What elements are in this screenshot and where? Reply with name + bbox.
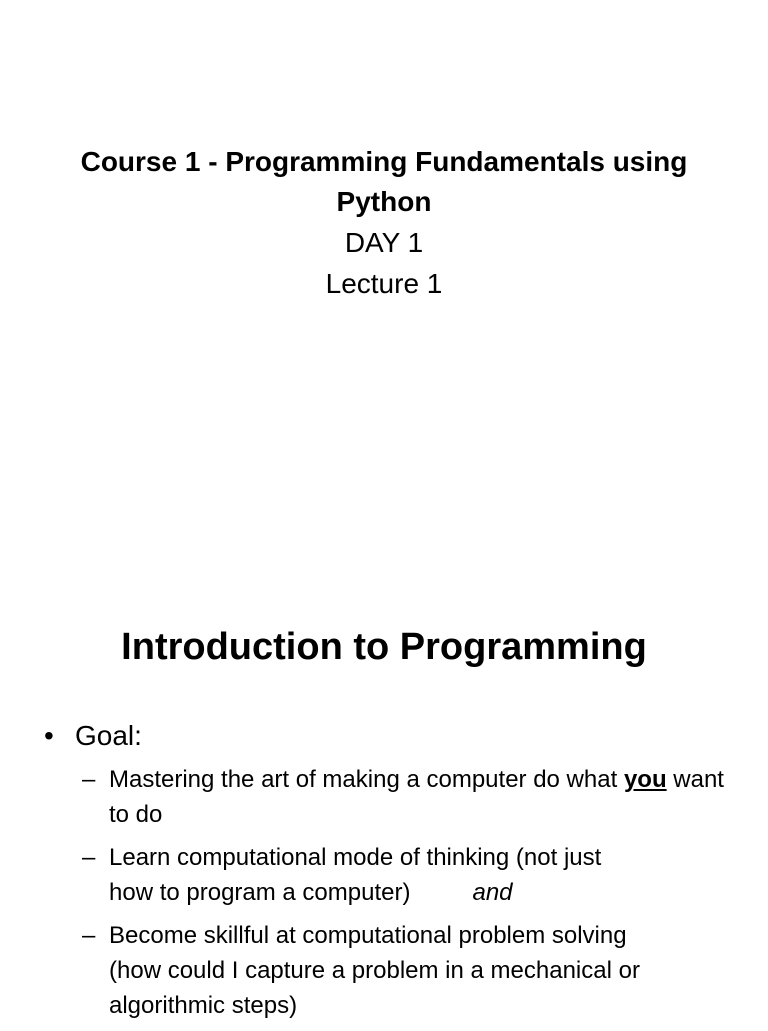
list-item: [82, 840, 732, 910]
dash-marker: –: [82, 922, 96, 949]
title-block: [40, 142, 728, 304]
emphasis-text: you: [623, 766, 667, 793]
day-label: DAY 1: [344, 227, 424, 258]
item-text: (how could I capture a problem in a mechanical or: [109, 957, 640, 984]
lecture-label: Lecture 1: [325, 268, 443, 299]
conjunction-text: and: [472, 879, 513, 906]
list-item: [82, 918, 732, 1023]
item-text: Learn computational mode of thinking (not just: [109, 844, 602, 871]
item-text: Become skillful at computational problem solving: [109, 922, 627, 949]
bullet-dot: •: [44, 720, 54, 751]
course-title: Course 1 - Programming Fundamentals using Python: [80, 146, 688, 217]
dash-marker: –: [82, 844, 96, 871]
dash-marker: –: [82, 766, 96, 793]
intro-slide: [0, 576, 768, 1024]
item-text: want to do: [109, 766, 724, 828]
item-text: how to program a computer): [109, 879, 411, 906]
list-item: [82, 762, 732, 832]
item-text: Mastering the art of making a computer do what: [109, 766, 618, 793]
goal-sub-list: [82, 762, 732, 1031]
slide-heading: Introduction to Programming: [121, 626, 647, 668]
goal-label: Goal:: [75, 720, 142, 751]
goal-bullet: [44, 717, 142, 755]
item-text: algorithmic steps): [109, 992, 298, 1019]
